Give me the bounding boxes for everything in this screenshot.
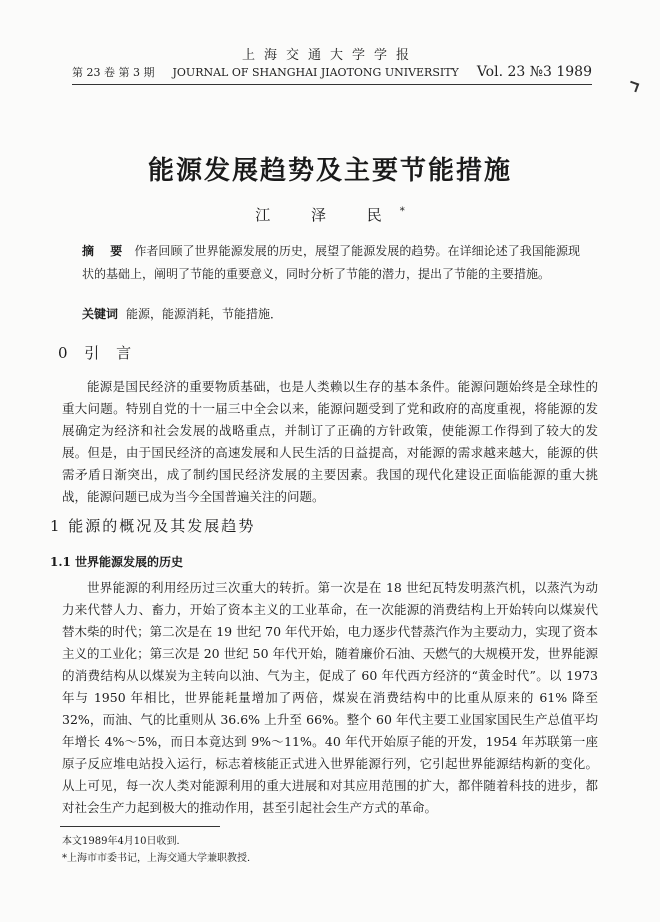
abstract-text: 作者回顾了世界能源发展的历史，展望了能源发展的趋势。在详细论述了我国能源现状的基础上，阐明了节能的重要意义，同时分析了节能的潜力，提出了节能的主要措施。 (82, 244, 580, 281)
footnote-received-date: 本文1989年4月10日收到． (62, 836, 187, 847)
subsection-heading-1-1: 1.1 世界能源发展的历史 (50, 555, 184, 569)
footnote-rule (60, 826, 220, 827)
article-title: 能源发展趋势及主要节能措施 (147, 156, 512, 186)
keywords (82, 305, 580, 322)
history-paragraph: 世界能源的利用经历过三次重大的转折。第一次是在 18 世纪瓦特发明蒸汽机，以蒸汽为动力来代替人力、畜力，开始了资本主义的工业革命，在一次能源的消费结构上开始转向以煤炭代替木柴的时代；第二次是在 19 世纪 70 年代开始，电力逐步代替蒸汽作为主要动力，实现了资本主义的工业化；第三次是 20 世纪 50 年代开始，随着廉价石油、天燃气的大规模开发，世界能源的消费结构从以煤炭为主转向以油、气为主，促成了 60 年代西方经济的“黄金时代”。以 1973 年与 1950 年相比，世界能耗量增加了两倍，煤炭在消费结构中的比重从原来的 61% 降至 32%，而油、气的比重则从 36.6% 上升至 66%。整个 60 年代主要工业国家国民生产总值平均年增长 4%～5%，而日本竟达到 9%～11%。40 年代开始原子能的开发，1954 年苏联第一座原子反应堆电站投入运行，标志着核能正式进入世界能源行列，它引起世界能源结构新的变化。从上可见，每一次人类对能源利用的重大进展和对其应用范围的扩大，都伴随着科技的进步，都对社会生产力起到极大的推动作用，甚至引起社会生产方式的革命。 (62, 580, 598, 815)
abstract-label: 摘 要 (82, 244, 129, 258)
header-rule (72, 84, 592, 85)
intro-paragraph: 能源是国民经济的重要物质基础，也是人类赖以生存的基本条件。能源问题始终是全球性的重大问题。特别自党的十一届三中全会以来，能源问题受到了党和政府的高度重视，将能源的发展确定为经济和社会发展的战略重点，并制订了正确的方针政策，使能源工作得到了较大的发展。但是，由于国民经济的高速发展和人民生活的日益提高，对能源的需求越来越大，能源的供需矛盾日渐突出，成了制约国民经济发展的主要因素。我国的现代化建设正面临能源的重大挑战，能源问题已成为当今全国普遍关注的问题。 (62, 379, 598, 504)
author-name: 江 泽 民 (255, 206, 400, 224)
journal-name-chinese: 上海交通大学学报 (241, 48, 418, 63)
section-heading-intro: 0 引 言 (58, 344, 138, 362)
journal-header-line (72, 64, 592, 80)
abstract (82, 240, 580, 286)
page-corner-mark (628, 81, 640, 93)
keywords-label: 关键词 (82, 307, 119, 321)
volume-issue-chinese: 第 23 卷 第 3 期 (72, 66, 155, 79)
keywords-text: 能源，能源消耗，节能措施． (126, 307, 283, 321)
author-footnote-mark: * (399, 206, 405, 217)
section-heading-1: 1 能源的概况及其发展趋势 (50, 517, 256, 535)
volume-issue-english: Vol. 23 №3 1989 (476, 64, 592, 80)
footnote-author-note: *上海市市委书记，上海交通大学兼职教授． (62, 853, 257, 864)
journal-name-english: JOURNAL OF SHANGHAI JIAOTONG UNIVERSITY (172, 66, 459, 79)
author-line (0, 204, 660, 225)
